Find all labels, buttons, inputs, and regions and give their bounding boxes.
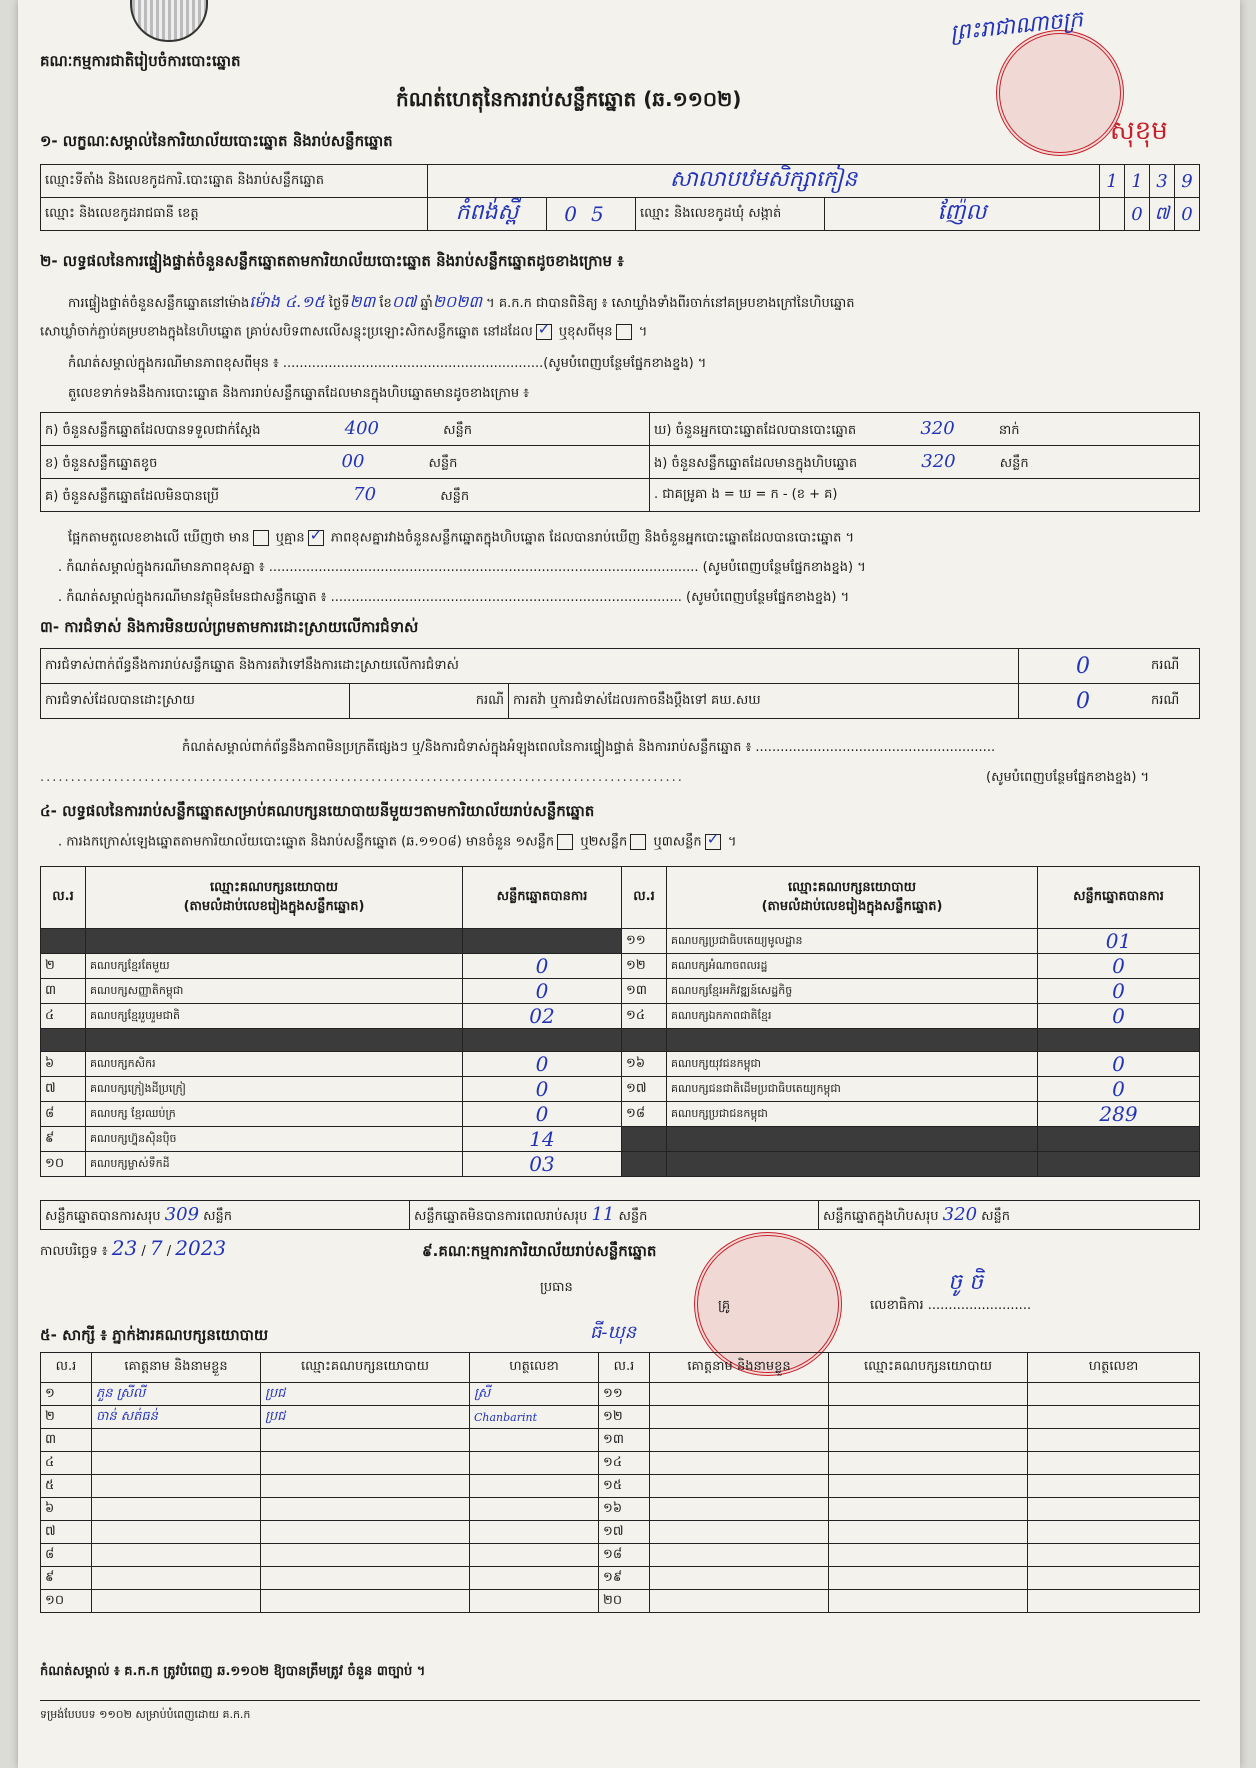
code-digit: ៧ bbox=[1150, 198, 1175, 231]
total-in-box: សន្លឹកឆ្នោតក្នុងហិបសរុប 320 សន្លឹក bbox=[819, 1201, 1200, 1230]
seal-line: សោឃ្លាំចាក់ភ្ជាប់គម្របខាងក្នុងនៃហិបឆ្នោត គ្រាប់សបិទពាសលើសន្លុះប្រឡោះសិកសន្លឹកឆ្នោត នៅដដែល✓ ឬខុសពីមុន ។ bbox=[40, 324, 647, 341]
form-title: កំណត់ហេតុនៃការរាប់សន្លឹកឆ្នោត (ឆ.១១០២) bbox=[396, 87, 742, 111]
irregularity-note-end: (សូមបំពេញបន្ថែមផ្នែកខាងខ្នង) ។ bbox=[986, 770, 1150, 785]
party-row: ១០ គណបក្សម្ចាស់ទឹកដី 03 bbox=[41, 1152, 1200, 1177]
party-row bbox=[41, 1029, 1200, 1052]
ballot-stats-table bbox=[40, 412, 1200, 512]
section1-heading: ១- លក្ខណៈសម្គាល់នៃការិយាល័យបោះឆ្នោត និងរាប់សន្លឹកឆ្នោត bbox=[40, 132, 393, 150]
col-party: ឈ្មោះគណបក្សនយោបាយ bbox=[829, 1353, 1028, 1383]
unit-label: ករណី bbox=[1147, 649, 1200, 684]
total-invalid: សន្លឹកឆ្នោតមិនបានការពេលរាប់សរុប 11 សន្លឹក bbox=[410, 1201, 819, 1230]
witness-row: ១០ ២០ bbox=[41, 1590, 1200, 1613]
party-row: ៧ គណបក្សក្រៀងដីប្រក្រៀ 0 ១៧ គណបក្សជនជាតិដើមប្រជាធិបតេយ្យកម្ពុជា 0 bbox=[41, 1077, 1200, 1102]
col-no: ល.រ bbox=[41, 867, 86, 929]
code-digit: 0 bbox=[1175, 198, 1200, 231]
party-row: ១១ គណបក្សប្រជាធិបតេយ្យមូលដ្ឋាន 01 bbox=[41, 929, 1200, 954]
form-reference: ទម្រង់បែបបទ ១១០២ សម្រាប់បំពេញដោយ គ.ក.ក bbox=[40, 1708, 251, 1721]
commune-value: ញ៉ែល bbox=[825, 198, 1100, 231]
party-row: ៨ គណបក្ស ខ្មែរឈប់ក្រ 0 ១៨ គណបក្សប្រជាជនកម្ពុជា 289 bbox=[41, 1102, 1200, 1127]
col-votes: សន្លឹកឆ្នោតបានការ bbox=[1038, 867, 1200, 929]
witness-row: ១ ភួន ស្រីលី ប្រជ ស្រី ១១ bbox=[41, 1383, 1200, 1406]
witness-table bbox=[40, 1352, 1200, 1613]
stat-in-box: ង) ចំនួនសន្លឹកឆ្នោតដែលមានក្នុងហិបឆ្នោត 320 សន្លឹក bbox=[650, 446, 1200, 479]
location-table bbox=[40, 164, 1200, 231]
member-label: គ្រូ bbox=[718, 1298, 731, 1313]
has-diff-checkbox[interactable] bbox=[253, 530, 269, 546]
witness-row: ៩ ១៩ bbox=[41, 1567, 1200, 1590]
section2-heading: ២- លទ្ធផលនៃការផ្ទៀងផ្ទាត់ចំនួនសន្លឹកឆ្នោតតាមការិយាល័យបោះឆ្នោត និងរាប់សន្លឹកឆ្នោតដូចខាងក្រោម ៖ bbox=[40, 252, 624, 270]
total-valid: សន្លឹកឆ្នោតបានការសរុប 309 សន្លឹក bbox=[41, 1201, 410, 1230]
code-digit: 0 bbox=[1125, 198, 1150, 231]
stat-unused: គ) ចំនួនសន្លឹកឆ្នោតដែលមិនបានប្រើ 70 សន្លឹក bbox=[41, 479, 650, 512]
province-label: ឈ្មោះ និងលេខកូដរាជធានី ខេត្ត bbox=[41, 198, 428, 231]
no-diff-checkbox[interactable] bbox=[308, 530, 324, 546]
changed-checkbox[interactable] bbox=[616, 324, 632, 340]
col-party: ឈ្មោះគណបក្សនយោបាយ (តាមលំដាប់លេខរៀងក្នុងសន្លឹកឆ្នោត) bbox=[86, 867, 463, 929]
resolved-label: ការជំទាស់ដែលបានដោះស្រាយ bbox=[41, 684, 350, 719]
appeal-label: ការតវ៉ា ឬការជំទាស់ដែលរកាចនឹងប្តឹងទៅ គឃ.សឃ bbox=[509, 684, 1019, 719]
dotted-line: ......................................................................................................... bbox=[40, 770, 684, 785]
diff-note: . កំណត់សម្គាល់ក្នុងករណីមានភាពខុសគ្នា ៖ ........................................................................................................ (សូមបំពេញបន្ថែមផ្នែកខាងខ្នង) ។ bbox=[58, 560, 866, 575]
code-digit: 1 bbox=[1125, 165, 1150, 198]
totals-table bbox=[40, 1200, 1200, 1230]
comparison-line: ផ្អែកតាមតួលេខខាងលើ ឃើញថា មាន ឬគ្មាន✓ ភាពខុសគ្នារវាងចំនួនសន្លឹកឆ្នោតក្នុងហិបឆ្នោត ដែលបានរាប់ឃើញ និងចំនួនអ្នកបោះឆ្នោតដែលបានបោះឆ្នោត ។ bbox=[68, 530, 854, 547]
col-sign: ហត្ថលេខា bbox=[470, 1353, 599, 1383]
section4-heading: ៤- លទ្ធផលនៃការរាប់សន្លឹកឆ្នោតសម្រាប់គណបក្សនយោបាយនីមួយៗតាមការិយាល័យរាប់សន្លឹកឆ្នោត bbox=[40, 802, 595, 820]
chair-label: ប្រធាន bbox=[540, 1280, 573, 1295]
province-value: កំពង់ស្ពឺ bbox=[428, 198, 547, 231]
witness-row: ៦ ១៦ bbox=[41, 1498, 1200, 1521]
code-digit: 1 bbox=[1100, 165, 1125, 198]
col-name: គោត្តនាម និងនាមខ្លួន bbox=[650, 1353, 829, 1383]
committee-label: ៩.គណៈកម្មការការិយាល័យរាប់សន្លឹកឆ្នោត bbox=[422, 1242, 657, 1260]
witness-row: ៤ ១៤ bbox=[41, 1452, 1200, 1475]
col-sign: ហត្ថលេខា bbox=[1028, 1353, 1200, 1383]
party-results-table bbox=[40, 866, 1200, 1177]
org-name: គណៈកម្មការជាតិរៀបចំការបោះឆ្នោត bbox=[40, 52, 241, 70]
objection-label: ការជំទាស់ពាក់ព័ន្ធនឹងការរាប់សន្លឹកឆ្នោត និងការតវ៉ាទៅនឹងការដោះស្រាយលើការជំទាស់ bbox=[41, 649, 1019, 684]
emblem-icon bbox=[130, 0, 208, 42]
verify-line: ការផ្ទៀងផ្ទាត់ចំនួនសន្លឹកឆ្នោតនៅម៉ោងម៉ោង ៤.១៥ ថ្ងៃទី២៣ ខែ០៧ ឆ្នាំ២០២៣ ។ គ.ក.ក ជាបានពិនិត្យ ៖ សោឃ្លាំងទាំងពីរចាក់នៅគម្របខាងក្រៅនៃហិបឆ្នោត bbox=[68, 292, 855, 311]
objection-count: 0 bbox=[1019, 649, 1148, 684]
resolved-count: ករណី bbox=[350, 684, 509, 719]
unit-label: ករណី bbox=[1147, 684, 1200, 719]
secretary-label: លេខាធិការ ......................... bbox=[870, 1298, 1032, 1313]
unchanged-checkbox[interactable] bbox=[536, 324, 552, 340]
col-name: គោត្តនាម និងនាមខ្លួន bbox=[92, 1353, 261, 1383]
party-row: ២ គណបក្សខ្មែរតែមួយ 0 ១២ គណបក្សអំណាចពលរដ្ឋ 0 bbox=[41, 954, 1200, 979]
date-line: កាលបរិច្ឆេទ ៖ 23 / 7 / 2023 bbox=[40, 1236, 227, 1260]
col-votes: សន្លឹកឆ្នោតបានការ bbox=[463, 867, 622, 929]
party-row: ៩ គណបក្សហ្វ៊ុនស៊ិនប៉ិច 14 bbox=[41, 1127, 1200, 1152]
objection-table bbox=[40, 648, 1200, 719]
secretary-signature: ចូ ចិ bbox=[948, 1270, 983, 1295]
sheet1-checkbox[interactable] bbox=[557, 834, 573, 850]
form-page bbox=[18, 0, 1240, 1768]
col-party: ឈ្មោះគណបក្សនយោបាយ bbox=[261, 1353, 470, 1383]
witness-row: ៣ ១៣ bbox=[41, 1429, 1200, 1452]
sheet3-checkbox[interactable] bbox=[705, 834, 721, 850]
province-code: 05 bbox=[547, 198, 636, 231]
witness-row: ២ ចាន់ សត់ធន់ ប្រជ Chanbarint ១២ bbox=[41, 1406, 1200, 1429]
figures-intro: តួលេខទាក់ទងនឹងការបោះឆ្នោត និងការរាប់សន្លឹកឆ្នោតដែលមានក្នុងហិបឆ្នោតមានដូចខាងក្រោម ៖ bbox=[68, 386, 529, 401]
diff-note-line: កំណត់សម្គាល់ក្នុងករណីមានភាពខុសពីមុន ៖ ...............................................................(សូមបំពេញបន្ថែមផ្នែកខាងខ្នង) ។ bbox=[68, 356, 707, 371]
witness-row: ៥ ១៥ bbox=[41, 1475, 1200, 1498]
appeal-count: 0 bbox=[1019, 684, 1148, 719]
location-label: ឈ្មោះទីតាំង និងលេខកូដការិ.បោះឆ្នោត និងរាប់សន្លឹកឆ្នោត bbox=[41, 165, 428, 198]
witness-row: ៧ ១៧ bbox=[41, 1521, 1200, 1544]
location-value: សាលាបឋមសិក្សាកៀន bbox=[428, 165, 1100, 198]
signature-top: ព្រះរាជាណាចក្រ bbox=[948, 7, 1085, 46]
tally-sheet-line: . ការងកក្រោស់ឡេងឆ្នោតតាមការិយាល័យបោះឆ្នោត និងរាប់សន្លឹកឆ្នោត (ឆ.១១០៨) មានចំនួន ១សន្លឹក ឬ២សន្លឹក ឬ៣សន្លឹក✓ ។ bbox=[58, 834, 736, 851]
section5-heading: ៥- សាក្សី ៖ ភ្នាក់ងារគណបក្សនយោបាយ bbox=[40, 1326, 269, 1344]
party-row: ៣ គណបក្សសញ្ញាតិកម្ពុជា 0 ១៣ គណបក្សខ្មែរអភិវឌ្ឍន៍សេដ្ឋកិច្ច 0 bbox=[41, 979, 1200, 1004]
footnote: កំណត់សម្គាល់ ៖ គ.ក.ក ត្រូវបំពេញ ឆ.១១០២ ឱ្យបានត្រឹមត្រូវ ចំនួន ៣ច្បាប់ ។ bbox=[40, 1664, 426, 1679]
stat-formula: . ជាគម្រូគា ង = ឃ = ក - (ខ + គ) bbox=[650, 479, 1200, 512]
divider bbox=[40, 1700, 1200, 1701]
col-no: ល.រ bbox=[599, 1353, 650, 1383]
stat-received: ក) ចំនួនសន្លឹកឆ្នោតដែលបានទទួលជាក់ស្តែង 400 សន្លឹក bbox=[41, 413, 650, 446]
section3-heading: ៣- ការជំទាស់ និងការមិនយល់ព្រមតាមការដោះស្រាយលើការជំទាស់ bbox=[40, 618, 419, 636]
code-digit: 9 bbox=[1175, 165, 1200, 198]
chair-signature: ធី-ឃុន bbox=[590, 1322, 637, 1343]
commune-label: ឈ្មោះ និងលេខកូដឃុំ សង្កាត់ bbox=[636, 198, 825, 231]
foreign-object-note: . កំណត់សម្គាល់ក្នុងករណីមានវត្ថុមិនមែនជាសន្លឹកឆ្នោត ៖ ..................................................................................... (សូមបំពេញបន្ថែមផ្នែកខាងខ្នង) ។ bbox=[58, 590, 850, 605]
party-row: ៦ គណបក្សកសិករ 0 ១៦ គណបក្សយុវជនកម្ពុជា 0 bbox=[41, 1052, 1200, 1077]
stat-spoiled: ខ) ចំនួនសន្លឹកឆ្នោតខូច 00 សន្លឹក bbox=[41, 446, 650, 479]
col-party: ឈ្មោះគណបក្សនយោបាយ (តាមលំដាប់លេខរៀងក្នុងសន្លឹកឆ្នោត) bbox=[667, 867, 1038, 929]
witness-row: ៨ ១៨ bbox=[41, 1544, 1200, 1567]
col-no: ល.រ bbox=[41, 1353, 92, 1383]
sheet2-checkbox[interactable] bbox=[630, 834, 646, 850]
stamp-name: សុខុម bbox=[1110, 116, 1168, 146]
party-row: ៤ គណបក្សខ្មែររួបរួមជាតិ 02 ១៤ គណបក្សឯកភាពជាតិខ្មែរ 0 bbox=[41, 1004, 1200, 1029]
irregularity-note: កំណត់សម្គាល់ពាក់ព័ន្ធនឹងភាពមិនប្រក្រតីផ្សេងៗ ឬ/និងការជំទាស់ក្នុងអំឡុងពេលនៃការផ្ទៀងផ្ទាត់ និងការរាប់សន្លឹកឆ្នោត ៖ .......................................................... bbox=[182, 740, 996, 755]
stat-voters: ឃ) ចំនួនអ្នកបោះឆ្នោតដែលបានបោះឆ្នោត 320 នាក់ bbox=[650, 413, 1200, 446]
col-no: ល.រ bbox=[622, 867, 667, 929]
code-digit: 3 bbox=[1150, 165, 1175, 198]
official-stamp-icon bbox=[996, 30, 1124, 156]
